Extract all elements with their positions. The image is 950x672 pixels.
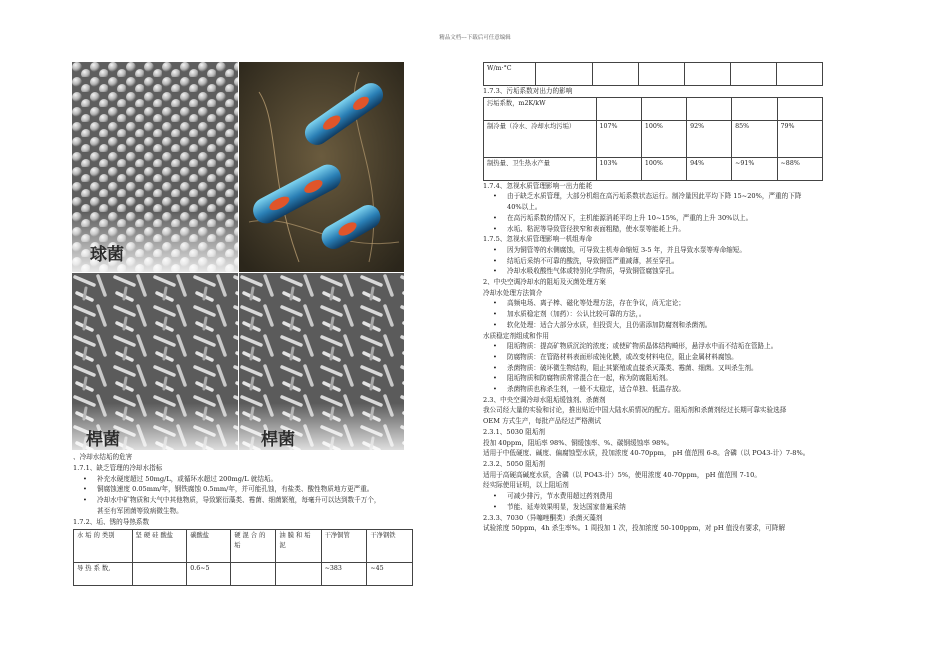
table-cell xyxy=(777,97,822,120)
subsection-heading: 水质稳定剂组成和作用 xyxy=(483,331,549,340)
bullet-list xyxy=(483,191,828,202)
thermal-conductivity-table xyxy=(73,529,413,586)
section-heading: 1.7.4、忽视水质管理影响一出力能耗 xyxy=(483,181,593,190)
list-item: • 补充水硬度超过 50mg/L，或循环水超过 200mg/L 就结垢。 xyxy=(97,474,413,485)
paragraph: 适用于中低硬度、碱度、偏腐蚀型水质，投加浓度 40-70ppm， pH 值范围 6-8。含磷（以 PO43-计）7-8%。 xyxy=(483,449,810,458)
list-item: • 铜腐蚀速度 0.05mm/年，钢铁腐蚀 0.5mm/年，并可能孔蚀，有盐类、酸性物质地方更严重。 xyxy=(97,484,413,495)
paragraph: 适用于高硬高碱度水质，含磷（以 PO43-计）5%，使用浓度 40-70ppm， pH 值范围 7-10。 xyxy=(483,470,761,479)
list-item: • 由于缺乏水质管理，大部分机组在高污垢系数状态运行。制冷量因此平均下降 15~20%，严重的下降 xyxy=(507,191,828,202)
table-header-cell: 干净铜管 xyxy=(321,529,367,562)
paragraph: 我公司经大量的实验和讨论，推出贴近中国大陆水质情况的配方。阻垢剂和杀菌剂经过长期可靠实验选择 xyxy=(483,406,787,415)
table-cell: 92% xyxy=(687,120,732,157)
table-cell xyxy=(132,562,187,585)
table-cell xyxy=(276,562,321,585)
bullet-list xyxy=(483,341,828,395)
paragraph: 试验浓度 50ppm，4h 杀生率%。1 周投加 1 次，投加浓度 50-100ppm，对 pH 值没有要求，可降解 xyxy=(483,524,786,533)
table-row xyxy=(484,120,823,157)
table-cell xyxy=(592,63,638,86)
bacteria-image-panel xyxy=(72,62,404,450)
list-item: • 因为铜管等的水侧腐蚀，可导致主机寿命缩短 3-5 年，并且导致水泵等寿命缩短。 xyxy=(507,245,828,256)
bacilli-micrograph-2 xyxy=(239,273,404,450)
table-cell: 103% xyxy=(596,157,641,180)
bacilli-label-2: 桿菌 xyxy=(261,430,295,450)
table-cell: W/m·°C xyxy=(484,63,536,86)
left-text-column xyxy=(73,452,413,586)
section-heading: 2.3.3、7030（异噻唑酮类）杀菌灭藻剂 xyxy=(483,513,603,522)
list-item: • 加水质稳定剂（加药）：公认比较可靠的方法，。 xyxy=(507,309,828,320)
cocci-micrograph xyxy=(72,62,238,272)
unit-continuation-table xyxy=(483,62,823,86)
table-header-cell: 坚 硬 硅 酸盐 xyxy=(132,529,187,562)
list-item: • 结垢后采纳不可靠的酸洗，导致铜管严重减薄，甚至穿孔。 xyxy=(507,256,828,267)
table-cell: 100% xyxy=(641,157,686,180)
list-item: • 可减少排污，节水费用超过药剂费用 xyxy=(507,491,828,502)
rod-bacteria-illustration xyxy=(239,62,404,272)
bullet-list xyxy=(483,298,828,330)
section-heading: 1.7.5、忽视水质管理影响一机组寿命 xyxy=(483,235,593,244)
section-heading: 2.3、中央空调冷却水阻垢缓蚀剂、杀菌剂 xyxy=(483,395,606,404)
table-cell xyxy=(638,63,684,86)
section-heading: 2.3.1、5030 阻垢剂 xyxy=(483,427,546,436)
list-item: • 软化处理：适合大部分水质，但投资大，且仍需添加防腐剂和杀菌剂。 xyxy=(507,320,828,331)
table-row xyxy=(484,97,823,120)
list-item: • 杀菌物质也称杀生剂，一般不太稳定，适合单独、低温存放。 xyxy=(507,384,828,395)
cocci-label: 球菌 xyxy=(90,245,124,265)
section-heading: 1.7.2、垢、锈的导热系数 xyxy=(73,517,150,526)
table-cell: 导 热 系 数, xyxy=(74,562,133,585)
bullet-list xyxy=(483,491,828,512)
table-header-cell: 水 垢 的 类别 xyxy=(74,529,133,562)
list-item: • 在高污垢系数的情况下，主机能源消耗平均上升 10~15%，严重的上升 30%以上。 xyxy=(507,213,828,224)
list-item: • 杀菌物质：破坏微生物结构，阻止其繁殖或直接杀灭藻类、霉菌、细菌。又叫杀生剂。 xyxy=(507,363,828,374)
table-row xyxy=(484,63,823,86)
table-cell: ~45 xyxy=(367,562,413,585)
section-heading: 2.3.2、5050 阻垢剂 xyxy=(483,459,546,468)
table-cell xyxy=(730,63,776,86)
table-row-label: 制冷量（冷水、冷却水均污垢） xyxy=(484,120,597,157)
table-header-cell: 硬 混 合 的 垢 xyxy=(231,529,276,562)
table-row-label: 制热量、卫生热水产量 xyxy=(484,157,597,180)
table-header-cell: 碳酸盐 xyxy=(187,529,231,562)
table-cell xyxy=(776,63,822,86)
table-row xyxy=(74,562,413,585)
page-header: 精品文档---下载后可任意编辑 xyxy=(439,35,511,41)
section-heading: 2、中央空调冷却水的阻垢及灭菌处理方案 xyxy=(483,278,606,287)
table-cell xyxy=(684,63,730,86)
table-header-cell: 油 膜 和 垢 泥 xyxy=(276,529,321,562)
table-cell: 107% xyxy=(596,120,641,157)
section-heading: 1.7.3、污垢系数对出力的影响 xyxy=(483,87,573,95)
list-item: • 水垢、粘泥等导致管径狭窄和表面粗糙，使水泵等能耗上升。 xyxy=(507,224,828,235)
table-cell xyxy=(732,97,777,120)
table-row xyxy=(484,157,823,180)
list-item-continued: 甚至有军团菌等致病微生物。 xyxy=(97,506,183,515)
list-item: • 冷却水中矿物质和大气中其他物质，导致繁衍藻类、霉菌、细菌繁殖，每毫升可以达到数千万个， xyxy=(97,495,413,506)
list-item: • 冷却水吸收酸性气体或特别化学物质，导致铜管腐蚀穿孔。 xyxy=(507,266,828,277)
table-cell: 85% xyxy=(732,120,777,157)
list-item-continued: 40%以上。 xyxy=(507,203,542,212)
table-cell: ~91% xyxy=(732,157,777,180)
right-text-column xyxy=(483,62,828,534)
table-header-cell: 干净钢铁 xyxy=(367,529,413,562)
list-item: • 高频电场、离子棒、磁化等处理方法，存在争议，尚无定论； xyxy=(507,298,828,309)
table-row xyxy=(74,529,413,562)
table-cell xyxy=(641,97,686,120)
table-cell xyxy=(596,97,641,120)
table-cell: 0.6~5 xyxy=(187,562,231,585)
list-item: • 防腐物质：在管路材料表面形成钝化膜，或改变材料电位，阻止金属材料腐蚀。 xyxy=(507,352,828,363)
paragraph: 经实际使用证明，以上阻垢剂 xyxy=(483,481,569,490)
fouling-factor-table xyxy=(483,97,823,181)
bullet-list xyxy=(73,474,413,506)
bullet-list xyxy=(483,213,828,234)
bullet-list xyxy=(483,245,828,277)
list-item: • 节能、延寿效果明显，发达国家普遍采纳 xyxy=(507,502,828,513)
table-cell: 94% xyxy=(687,157,732,180)
list-item: • 阻垢物质和防腐物质常常混合在一起，称为防腐阻垢剂。 xyxy=(507,373,828,384)
table-cell: ~383 xyxy=(321,562,367,585)
table-cell: 100% xyxy=(641,120,686,157)
table-cell: ~88% xyxy=(777,157,822,180)
section-heading: 、冷却水结垢的危害 xyxy=(73,453,133,461)
table-cell xyxy=(536,63,592,86)
table-cell: 79% xyxy=(777,120,822,157)
list-item: • 阻垢物质：提高矿物质沉淀的浓度；或使矿物质晶体结构畸形，悬浮水中而不结垢在管路上。 xyxy=(507,341,828,352)
table-header-cell: 污垢系数，m2K/kW xyxy=(484,97,597,120)
section-heading: 1.7.1、缺乏管理的冷却水指标 xyxy=(73,463,163,472)
bacilli-micrograph-1 xyxy=(72,273,238,450)
subsection-heading: 冷却水处理方法简介 xyxy=(483,288,543,297)
paragraph: 投加 40ppm，阻垢率 98%、铜缓蚀率、%、碳钢缓蚀率 98%。 xyxy=(483,438,674,447)
table-cell xyxy=(687,97,732,120)
bacilli-label-1: 桿菌 xyxy=(86,430,120,450)
table-cell xyxy=(231,562,276,585)
paragraph: OEM 方式生产，每批产品经过严格测试 xyxy=(483,417,601,426)
